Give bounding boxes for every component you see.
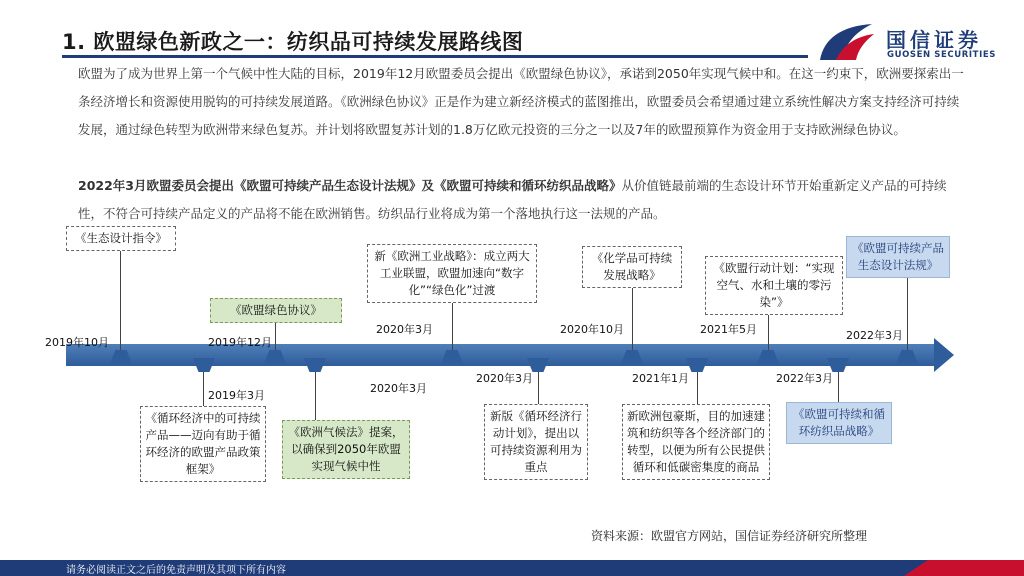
connector-line (838, 372, 839, 402)
event-date: 2019年3月 (208, 389, 265, 402)
connector-line (768, 312, 769, 350)
connector-line (203, 372, 204, 406)
connector-line (632, 287, 633, 350)
event-date: 2022年3月 (776, 372, 833, 385)
event-box-green: 《欧盟绿色协议》 (210, 298, 342, 323)
connector-line (275, 323, 276, 350)
event-box-green: 《欧洲气候法》提案，以确保到2050年欧盟实现气候中性 (282, 420, 410, 479)
connector-line (452, 301, 453, 350)
intro-paragraph-2 (78, 172, 968, 228)
event-box: 《化学品可持续发展战略》 (582, 246, 682, 288)
intro-paragraph-1: 欧盟为了成为世界上第一个气候中性大陆的目标，2019年12月欧盟委员会提出《欧盟绿色协议》，承诺到2050年实现气候中和。在这一约束下，欧洲要探索出一条经济增长和资源使用脱钩的可持续发展道路。《欧洲绿色协议》正是作为建立新经济模式的蓝图推出，欧盟委员会希望通过建立系统性解决方案支持经济可持续发展，通过绿色转型为欧洲带来绿色复苏。并计划将欧盟复苏计划的1.8万亿欧元投资的三分之一以及7年的欧盟预算作为资金用于支持欧洲绿色协议。 (78, 66, 964, 137)
event-date: 2021年5月 (700, 323, 757, 336)
connector-line (315, 372, 316, 420)
event-date: 2019年10月 (45, 336, 109, 349)
title-divider (62, 55, 808, 58)
brand-name-en: GUOSEN SECURITIES (887, 50, 996, 60)
page-title: 1. 欧盟绿色新政之一：纺织品可持续发展路线图 (62, 30, 524, 54)
event-date: 2020年3月 (376, 323, 433, 336)
event-box-blue: 《欧盟可持续和循环纺织品战略》 (786, 402, 892, 444)
timeline-marker (686, 358, 708, 372)
guosen-logo-icon (816, 20, 876, 64)
event-box: 《循环经济中的可持续产品——迈向有助于循环经济的欧盟产品政策框架》 (140, 406, 266, 482)
event-box: 《欧盟行动计划：“实现空气、水和土壤的零污染”》 (705, 256, 843, 315)
timeline-marker (304, 358, 326, 372)
event-date: 2020年3月 (370, 382, 427, 395)
event-date: 2020年10月 (560, 323, 624, 336)
event-box-blue: 《欧盟可持续产品生态设计法规》 (846, 236, 950, 278)
event-box: 新版《循环经济行动计划》，提出以可持续资源利用为重点 (484, 404, 588, 480)
footer-accent (904, 560, 1024, 576)
event-date: 2021年1月 (632, 372, 689, 385)
source-note: 资料来源：欧盟官方网站，国信证券经济研究所整理 (591, 529, 868, 543)
footer-disclaimer: 请务必阅读正文之后的免责声明及其项下所有内容 (66, 565, 286, 576)
timeline-marker (193, 358, 215, 372)
connector-line (907, 276, 908, 350)
event-box: 新《欧洲工业战略》：成立两大工业联盟，欧盟加速向“数字化”“绿色化”过渡 (367, 244, 537, 303)
connector-line (120, 246, 121, 350)
event-date: 2019年12月 (208, 336, 272, 349)
brand-name-cn: 国信证券 (886, 28, 982, 52)
intro-paragraph-2-rest: 从价值链最前端的生态设计环节开始重新定义产品的可持续性，不符合可持续产品定义的产品将不能在欧洲销售。纺织品行业将成为第一个落地执行这一法规的产品。 (78, 178, 947, 221)
intro-paragraph-2-highlight: 2022年3月欧盟委员会提出《欧盟可持续产品生态设计法规》及《欧盟可持续和循环纺织品战略》 (78, 178, 622, 193)
event-box: 新欧洲包豪斯，目的加速建筑和纺织等各个经济部门的转型，以便为所有公民提供循环和低碳密集度的商品 (622, 404, 770, 480)
connector-line (697, 372, 698, 404)
footer-bar (0, 560, 1024, 576)
connector-line (538, 372, 539, 404)
event-date: 2022年3月 (846, 329, 903, 342)
event-box: 《生态设计指令》 (66, 226, 176, 251)
event-date: 2020年3月 (476, 372, 533, 385)
